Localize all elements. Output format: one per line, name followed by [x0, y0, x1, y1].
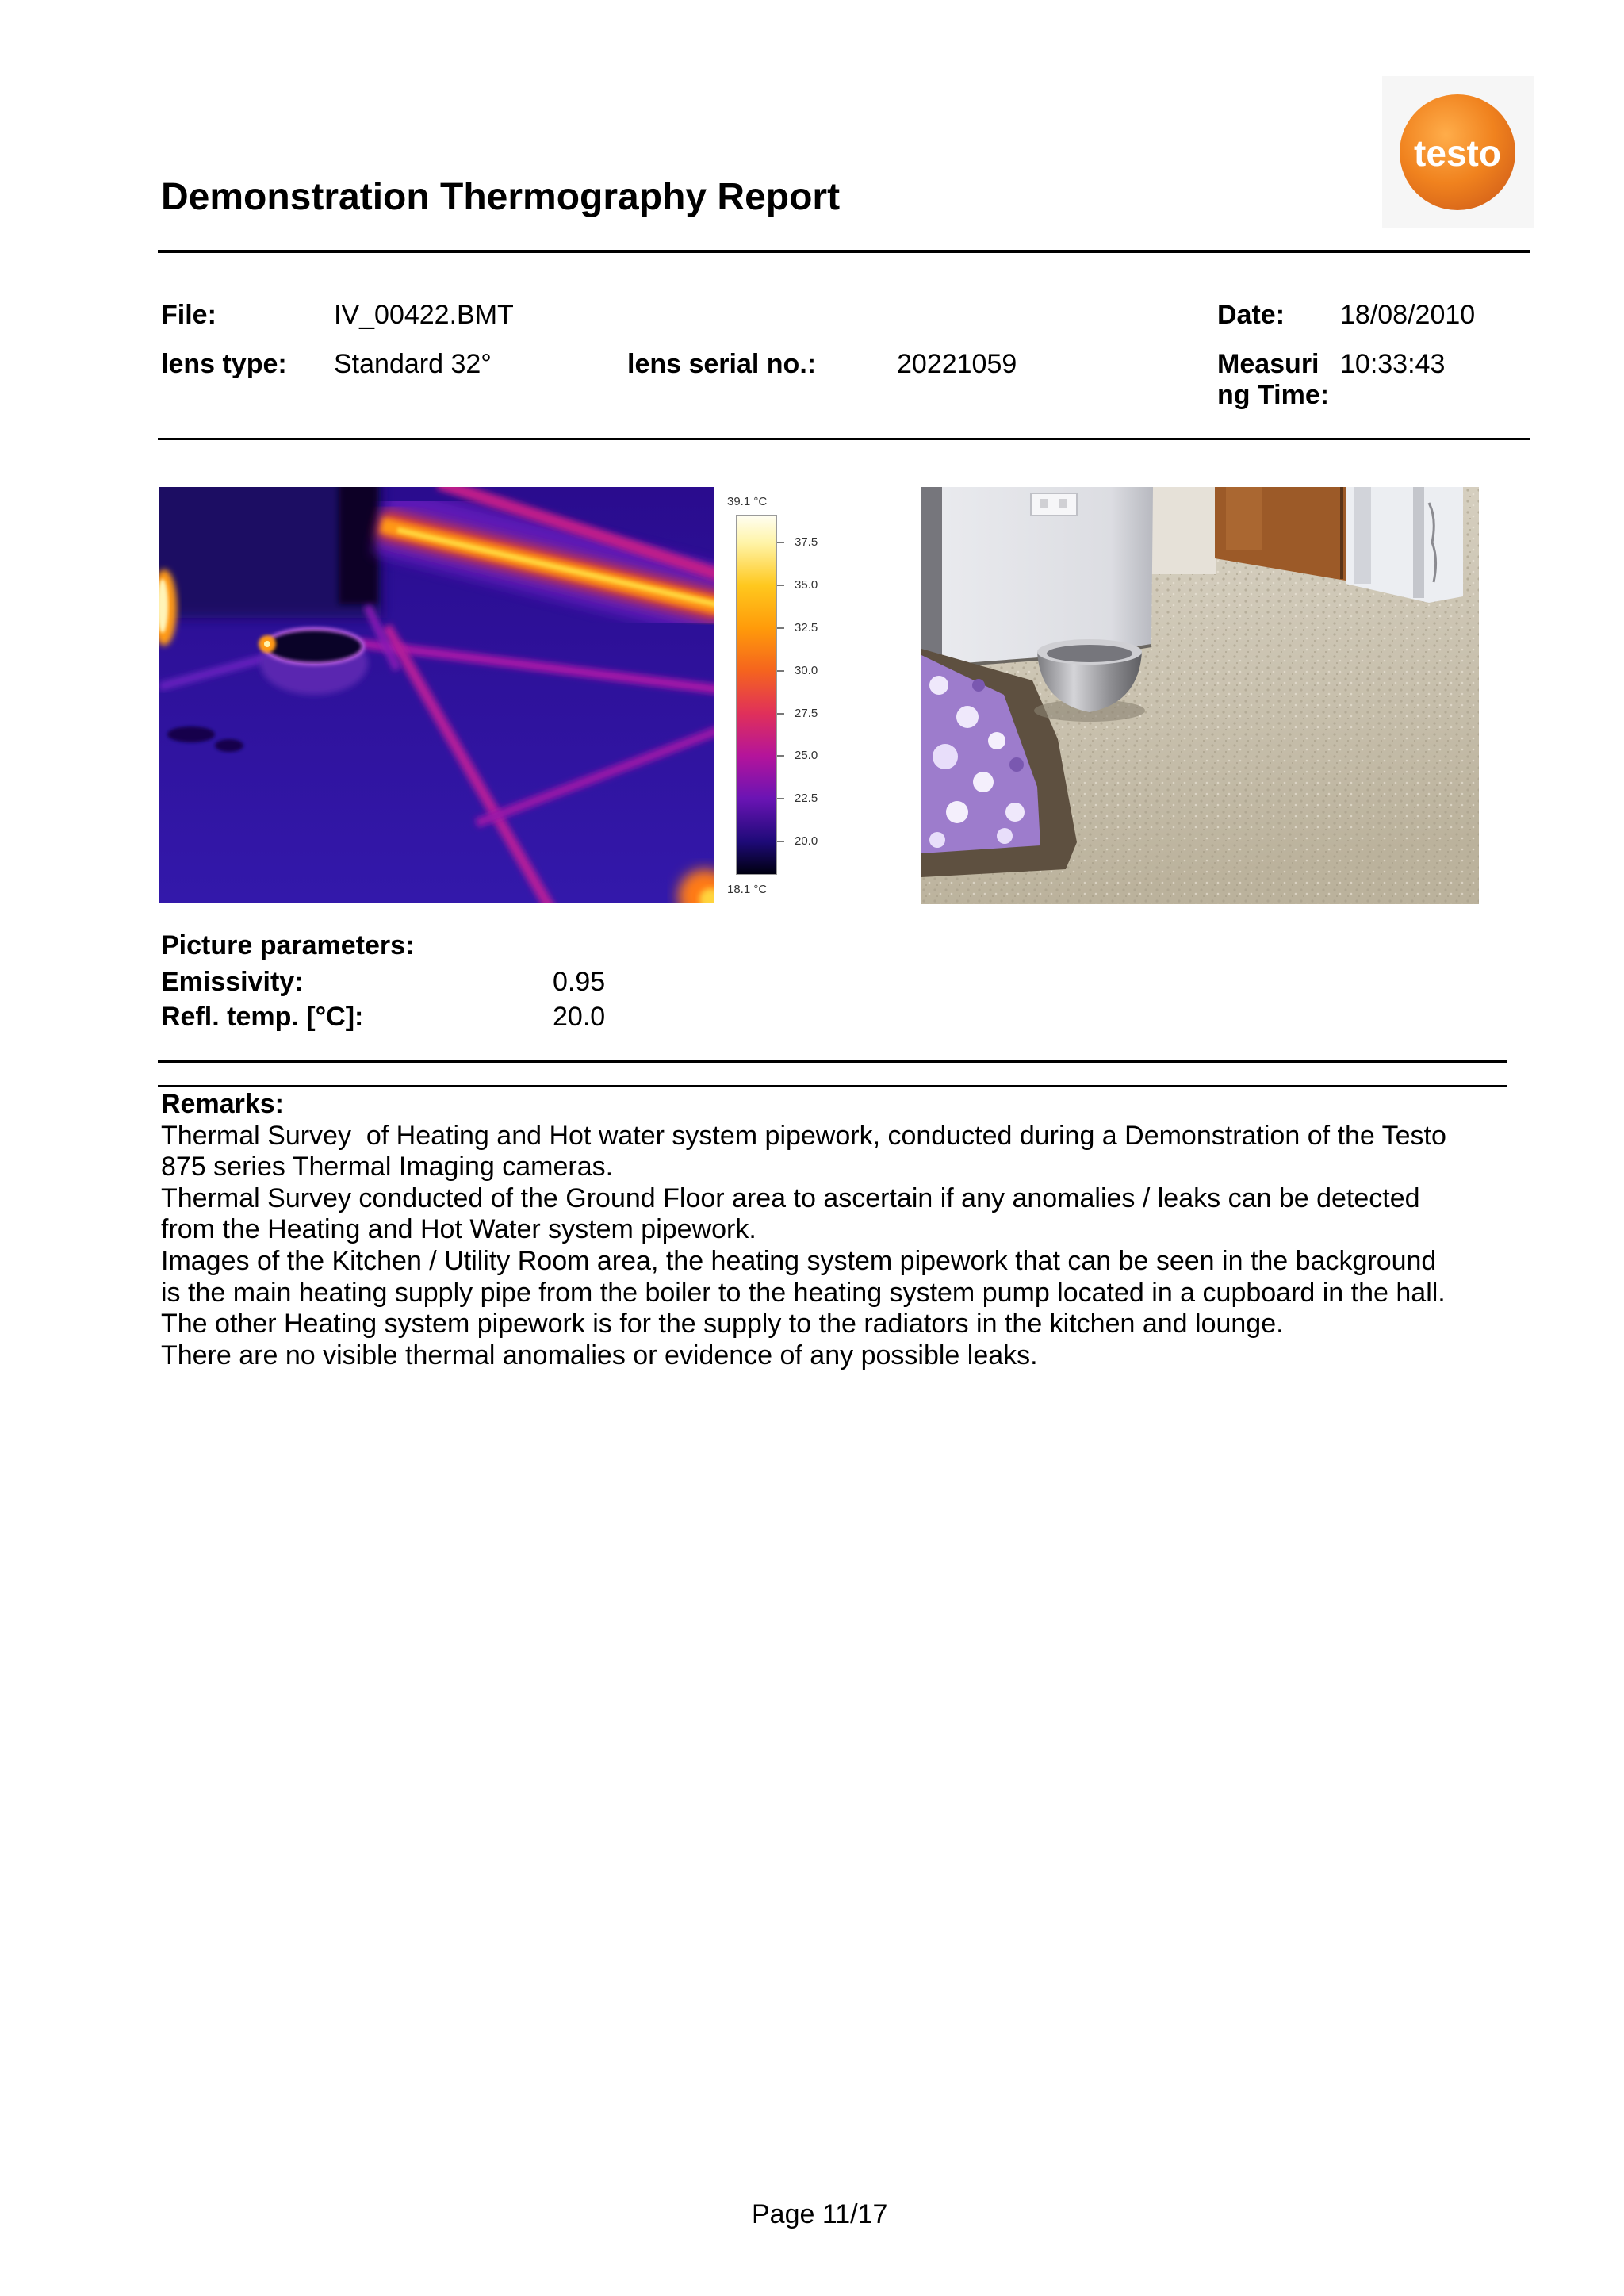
lens-serial-label: lens serial no.:: [627, 349, 817, 379]
scale-tick-mark: [777, 670, 784, 672]
scale-tick-label: 20.0: [795, 834, 818, 849]
scale-tick-label: 22.5: [795, 792, 818, 806]
file-label: File:: [161, 300, 216, 330]
report-title: Demonstration Thermography Report: [161, 176, 841, 218]
scale-tick-mark: [777, 755, 784, 757]
date-value: 18/08/2010: [1340, 300, 1476, 330]
remarks-line: 875 series Thermal Imaging cameras.: [161, 1152, 614, 1182]
remarks-line: There are no visible thermal anomalies or evidence of any possible leaks.: [161, 1340, 1038, 1370]
remarks-heading: Remarks:: [161, 1089, 284, 1119]
scale-tick-mark: [777, 585, 784, 586]
scale-tick-mark: [777, 542, 784, 543]
scale-tick-mark: [777, 798, 784, 799]
refl-temp-value: 20.0: [553, 1002, 606, 1032]
scale-min-label: 18.1 °C: [727, 883, 768, 896]
scale-tick-label: 30.0: [795, 663, 818, 677]
temperature-colorbar: [736, 515, 777, 875]
scale-tick-label: 37.5: [795, 535, 818, 550]
remarks-line: Thermal Survey conducted of the Ground Floor area to ascertain if any anomalies / leaks can be detected: [161, 1182, 1420, 1213]
scale-max-label: 39.1 °C: [727, 495, 768, 508]
scale-tick-label: 27.5: [795, 706, 818, 720]
page-number: Page 11/17: [752, 2199, 888, 2229]
scale-tick-label: 35.0: [795, 578, 818, 592]
lens-type-label: lens type:: [161, 349, 287, 379]
remarks-line: from the Heating and Hot Water system pipework.: [161, 1214, 756, 1245]
scale-tick-label: 25.0: [795, 749, 818, 763]
remarks-line: Thermal Survey of Heating and Hot water system pipework, conducted during a Demonstration of the Testo: [161, 1120, 1446, 1151]
date-label: Date:: [1217, 300, 1285, 330]
scale-tick-mark: [777, 841, 784, 842]
measuring-time-label-line1: Measuri: [1217, 349, 1320, 379]
measuring-time-label-line2: ng Time:: [1217, 380, 1330, 410]
remarks-section: [161, 1089, 1446, 1371]
remarks-line: Images of the Kitchen / Utility Room area, the heating system pipework that can be seen in the background: [161, 1245, 1437, 1276]
scale-tick-mark: [777, 713, 784, 715]
file-value: IV_00422.BMT: [334, 300, 514, 330]
remarks-line: is the main heating supply pipe from the boiler to the heating system pump located in a cupboard in the hall.: [161, 1277, 1446, 1308]
scale-tick-label: 32.5: [795, 621, 818, 635]
logo-text: testo: [1414, 132, 1501, 174]
header-top-rule: [158, 250, 1530, 253]
testo-logo: [1382, 76, 1534, 228]
remarks-top-rule: [158, 1060, 1507, 1063]
remarks-second-rule: [158, 1085, 1507, 1087]
scale-tick-mark: [777, 627, 784, 629]
emissivity-label: Emissivity:: [161, 967, 304, 997]
measuring-time-value: 10:33:43: [1340, 349, 1446, 379]
remarks-line: The other Heating system pipework is for the supply to the radiators in the kitchen and lounge.: [161, 1309, 1284, 1340]
lens-type-value: Standard 32°: [334, 349, 492, 379]
header-bottom-rule: [158, 438, 1530, 440]
visual-photo: [921, 487, 1479, 904]
refl-temp-label: Refl. temp. [°C]:: [161, 1002, 364, 1032]
thermal-image: [159, 487, 714, 903]
lens-serial-value: 20221059: [897, 349, 1017, 379]
emissivity-value: 0.95: [553, 967, 606, 997]
picture-parameters-heading: Picture parameters:: [161, 930, 415, 960]
